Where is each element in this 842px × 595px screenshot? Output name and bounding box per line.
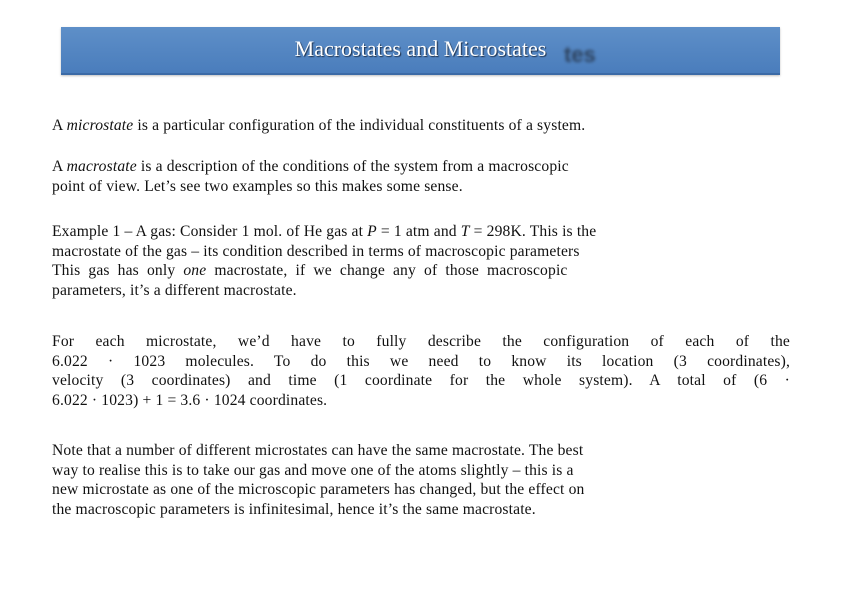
title-bar	[61, 27, 780, 75]
emph-one: one	[183, 262, 207, 280]
p4-line-4: 6.022 · 1023) + 1 = 3.6 · 1024 coordinates.	[52, 391, 328, 409]
p2-line-1	[52, 157, 792, 177]
p5-line-4: the macroscopic parameters is infinitesimal, hence it’s the same macrostate.	[52, 500, 536, 518]
p2-text-start: A	[52, 158, 67, 175]
p2-text-end: is a description of the conditions of the system from a macroscopic	[136, 158, 569, 175]
p4-line-2: 6.022 · 1023 molecules. To do this we need to know its location (3 coordinates),	[52, 352, 790, 370]
p3-l3b: macrostate, if we change any of those macroscopic	[206, 262, 568, 280]
p5-line-1: Note that a number of different microstates can have the same macrostate. The best	[52, 442, 584, 459]
p3-line-3	[52, 261, 772, 281]
p3-l1b: = 1 atm and	[376, 223, 461, 240]
p3-l1c: = 298K. This is the	[469, 223, 597, 240]
p2-line-2: point of view. Let’s see two examples so this makes some sense.	[52, 177, 463, 195]
p4-line-1: For each microstate, we’d have to fully describe the configuration of each of the	[52, 333, 790, 350]
term-macrostate: macrostate	[66, 158, 137, 175]
var-T: T	[460, 223, 470, 240]
p1-text-start: A	[52, 117, 67, 134]
slide-title: Macrostates and Microstates	[294, 36, 547, 61]
microstate-description-paragraph	[52, 332, 790, 410]
p1-text-end: is a particular configuration of the individual constituents of a system.	[133, 117, 586, 134]
macrostate-definition	[52, 157, 792, 196]
var-P: P	[367, 223, 377, 240]
example-1-paragraph	[52, 222, 772, 300]
p5-line-2: way to realise this is to take our gas and move one of the atoms slightly – this is a	[52, 461, 574, 479]
p5-line-3: new microstate as one of the microscopic parameters has changed, but the effect on	[52, 481, 585, 499]
p3-line-1	[52, 222, 772, 242]
p3-line-4: parameters, it’s a different macrostate.	[52, 281, 297, 299]
p4-line-3: velocity (3 coordinates) and time (1 coordinate for the whole system). A total of (6 ·	[52, 372, 790, 390]
p3-l1a: Example 1 – A gas: Consider 1 mol. of He gas at	[52, 223, 368, 240]
microstate-definition	[52, 116, 792, 136]
p3-line-2: macrostate of the gas – its condition described in terms of macroscopic parameters	[52, 242, 580, 260]
note-paragraph	[52, 441, 792, 519]
p3-l3a: This gas has only	[52, 262, 184, 280]
term-microstate: microstate	[66, 117, 134, 134]
title-shadow-ghost: tes	[564, 42, 596, 67]
